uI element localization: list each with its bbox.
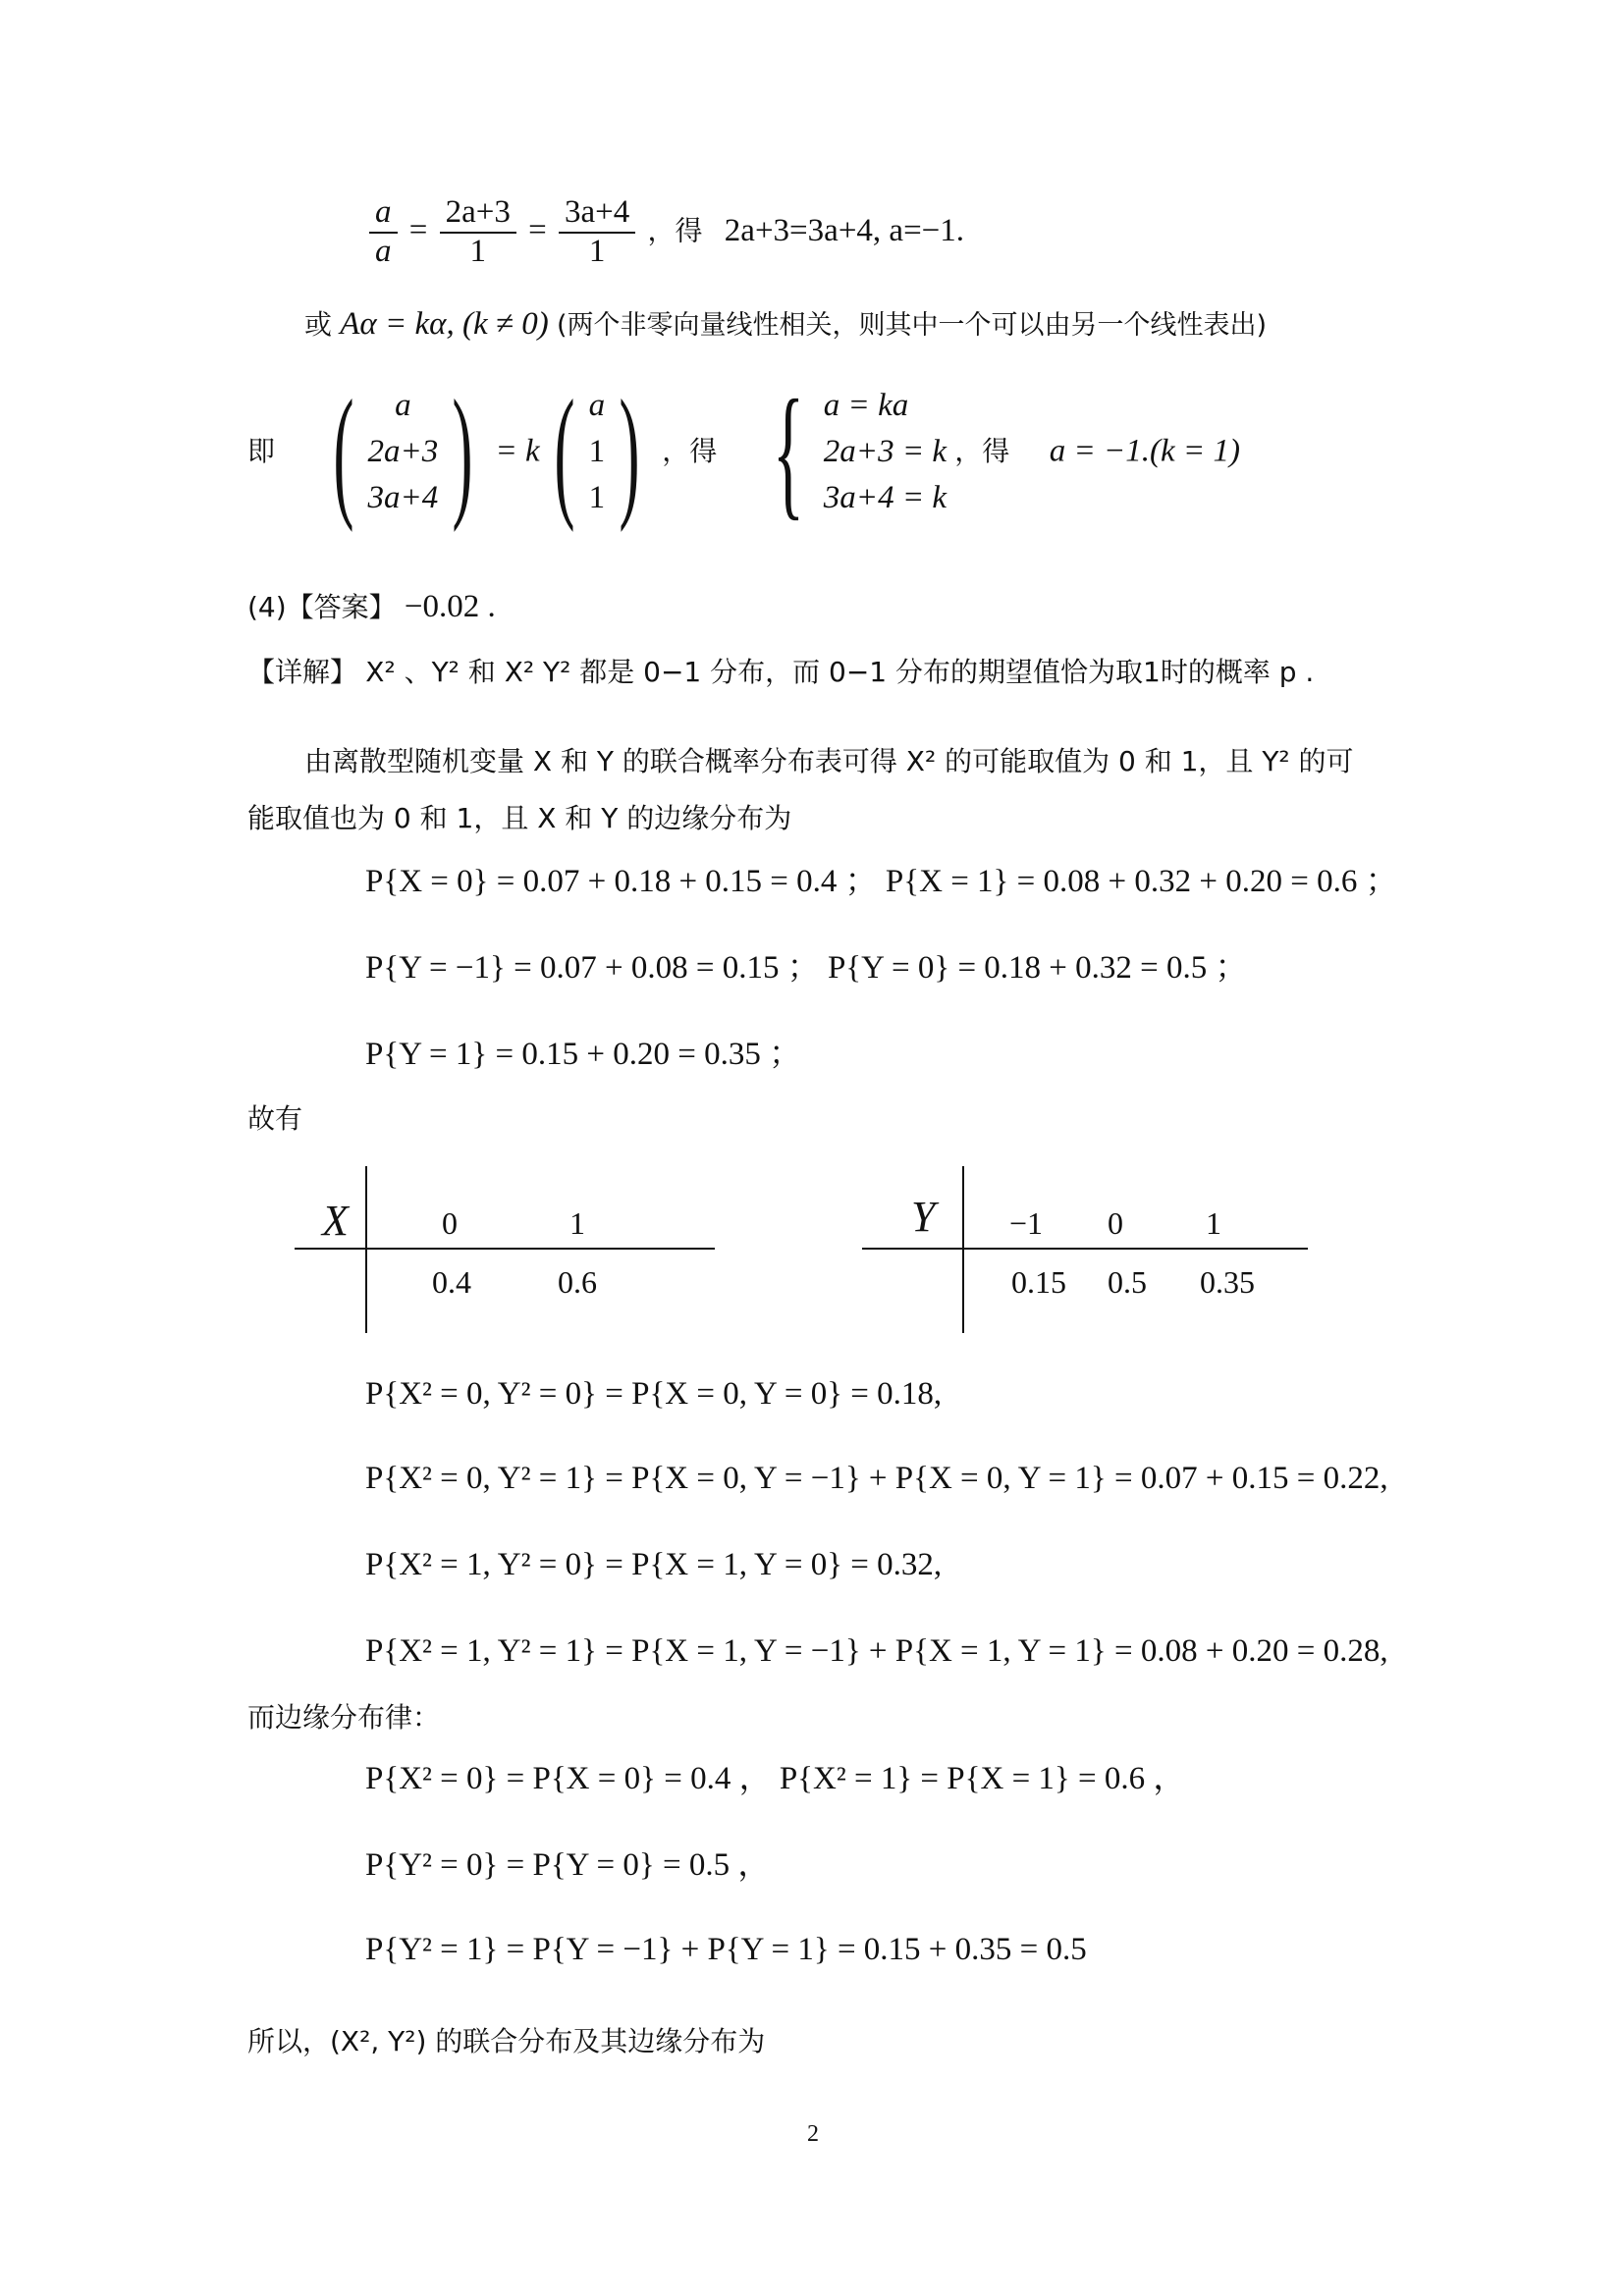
table-y-value: 1 [1206, 1205, 1221, 1241]
vector-left [367, 387, 439, 515]
conclusion-text: 所以，(X², Y²) 的联合分布及其边缘分布为 [247, 2025, 766, 2057]
de-text: ，得 [954, 435, 1010, 467]
vector-left-entry: 3a+4 [367, 479, 439, 515]
or-prefix: 或 [304, 308, 333, 341]
table-x-prob: 0.4 [432, 1264, 471, 1300]
erbian-text: 而边缘分布律： [247, 1701, 441, 1734]
line-or-statement [304, 308, 1267, 341]
marginal-square-line: P{Y² = 1} = P{Y = −1} + P{Y = 1} = 0.15 + 0.35 = 0.5 [365, 1932, 1087, 1967]
vector-result: a = −1.(k = 1) [1049, 433, 1240, 469]
detail-line [247, 656, 1314, 688]
system-equation: a = ka [823, 387, 909, 423]
fraction-2 [440, 194, 516, 271]
vector-right-entry: a [588, 387, 606, 423]
fraction-3 [559, 194, 635, 271]
table-y-value: 0 [1108, 1205, 1123, 1241]
vector-equation: 即 ( a 2a+3 3a+4 ) = k( a 1 1 ) ，得 { a = ka 2a+3 = k 3a+4 = k ，得 a = −1.(k = 1) [247, 370, 1240, 533]
table-y-prob: 0.35 [1200, 1264, 1255, 1300]
table-y-header: Y [911, 1193, 936, 1241]
table-y-value: −1 [1009, 1205, 1044, 1241]
answer-value: −0.02 . [404, 589, 496, 624]
paragraph-line-1: 由离散型随机变量 X 和 Y 的联合概率分布表可得 X² 的可能取值为 0 和 1，且 Y² 的可 [304, 745, 1354, 777]
system-equation: 3a+4 = k [823, 479, 947, 515]
ji-prefix: 即 [247, 435, 276, 467]
marginal-y-1: P{Y = −1} = 0.07 + 0.08 = 0.15 ； P{Y = 0} = 0.18 + 0.32 = 0.5 ； [365, 950, 1248, 986]
joint-line: P{X² = 0, Y² = 1} = P{X = 0, Y = −1} + P{X = 0, Y = 1} = 0.07 + 0.15 = 0.22, [365, 1461, 1388, 1496]
vector-left-entry: a [395, 387, 411, 423]
table-x-header: X [322, 1197, 349, 1245]
fraction-2-denominator: 1 [469, 233, 486, 269]
detail-text: X² 、Y² 和 X² Y² 都是 0−1 分布，而 0−1 分布的期望值恰为取1时的概率 p . [365, 656, 1315, 688]
vector-right [588, 387, 606, 515]
fraction-2-numerator: 2a+3 [445, 194, 511, 230]
answer-label: (4)【答案】 [247, 591, 397, 623]
fraction-1 [369, 194, 398, 271]
table-x-value: 0 [442, 1205, 458, 1241]
vector-right-entry: 1 [588, 433, 606, 469]
joint-line: P{X² = 1, Y² = 0} = P{X = 1, Y = 0} = 0.32, [365, 1547, 943, 1582]
eigen-formula: Aα = kα, (k ≠ 0) [340, 306, 549, 342]
table-y-prob: 0.5 [1108, 1264, 1147, 1300]
vector-left-entry: 2a+3 [367, 433, 439, 469]
fraction-1-denominator: a [375, 233, 392, 269]
fraction-3-denominator: 1 [588, 233, 606, 269]
detail-label: 【详解】 [247, 656, 358, 688]
table-x-prob: 0.6 [558, 1264, 597, 1300]
page-number: 2 [807, 2121, 819, 2147]
fraction-1-numerator: a [375, 194, 392, 230]
marginal-square-line: P{X² = 0} = P{X = 0} = 0.4 ， P{X² = 1} = P{X = 1} = 0.6 ， [365, 1761, 1186, 1796]
de-text: ，得 [647, 214, 703, 247]
fraction-3-numerator: 3a+4 [565, 194, 630, 230]
table-y-prob: 0.15 [1011, 1264, 1066, 1300]
paragraph-line-2: 能取值也为 0 和 1，且 X 和 Y 的边缘分布为 [247, 802, 792, 834]
de-text: ，得 [662, 435, 718, 467]
fraction-equation: $\frac{a}{a}$ = $\frac{2a+3}{1}$ = $\frac{3a+4}{1}$ ，得 2a+3=3a+4, a=−1. [365, 194, 964, 271]
vector-right-entry: 1 [588, 479, 606, 515]
equation-system [823, 387, 947, 515]
fraction-result: 2a+3=3a+4, a=−1. [724, 212, 965, 248]
system-equation: 2a+3 = k [823, 433, 947, 469]
marginal-square-line: P{Y² = 0} = P{Y = 0} = 0.5 ， [365, 1847, 771, 1883]
guyou-text: 故有 [247, 1102, 303, 1135]
marginal-x: P{X = 0} = 0.07 + 0.18 + 0.15 = 0.4 ； P{X = 1} = 0.08 + 0.32 + 0.20 = 0.6 ； [365, 864, 1398, 899]
joint-line: P{X² = 1, Y² = 1} = P{X = 1, Y = −1} + P{X = 1, Y = 1} = 0.08 + 0.20 = 0.28, [365, 1633, 1388, 1669]
linear-dependence-note: (两个非零向量线性相关，则其中一个可以由另一个线性表出) [556, 310, 1268, 341]
marginal-y-2: P{Y = 1} = 0.15 + 0.20 = 0.35 ； [365, 1037, 802, 1072]
equals-k: = k [495, 433, 540, 469]
answer-line [247, 591, 496, 623]
joint-line: P{X² = 0, Y² = 0} = P{X = 0, Y = 0} = 0.18, [365, 1376, 943, 1412]
table-x-value: 1 [569, 1205, 585, 1241]
